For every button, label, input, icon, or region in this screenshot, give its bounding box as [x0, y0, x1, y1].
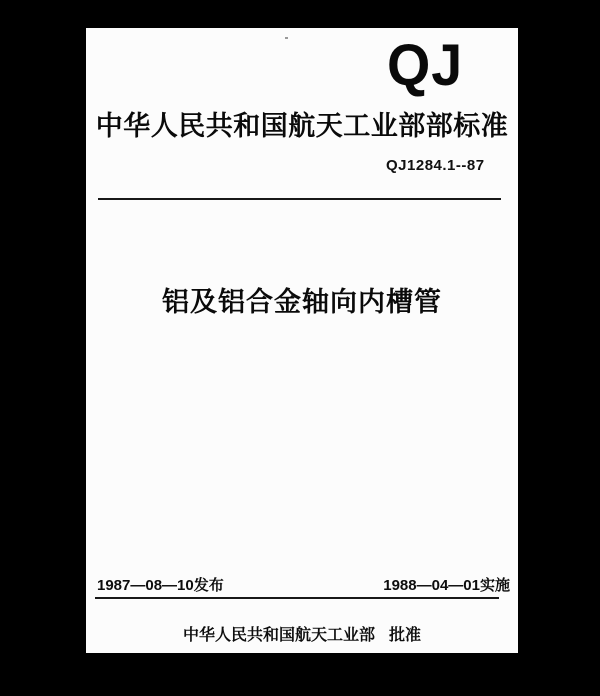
- document-title: 铝及铝合金轴向内槽管: [162, 287, 442, 317]
- implement-date-text: [383, 574, 510, 595]
- top-divider: [98, 198, 501, 200]
- implement-date: 1988—04—01: [383, 577, 480, 594]
- standard-number: QJ1284.1--87: [386, 157, 485, 174]
- approval-label: 批准: [389, 627, 422, 644]
- header-title: 中华人民共和国航天工业部部标准: [95, 111, 509, 141]
- issue-date-text: [97, 574, 224, 595]
- bottom-divider: [95, 597, 499, 599]
- approver-name: 中华人民共和国航天工业部: [182, 627, 375, 644]
- issue-label: 发布: [193, 577, 224, 594]
- scan-speck: [285, 37, 288, 39]
- implement-label: 实施: [479, 577, 510, 594]
- issue-date: 1987—08—10: [97, 577, 194, 594]
- qj-logo: QJ: [387, 33, 464, 98]
- dates-row: [97, 574, 510, 595]
- approval-row: [86, 622, 518, 645]
- document-page: [86, 28, 518, 653]
